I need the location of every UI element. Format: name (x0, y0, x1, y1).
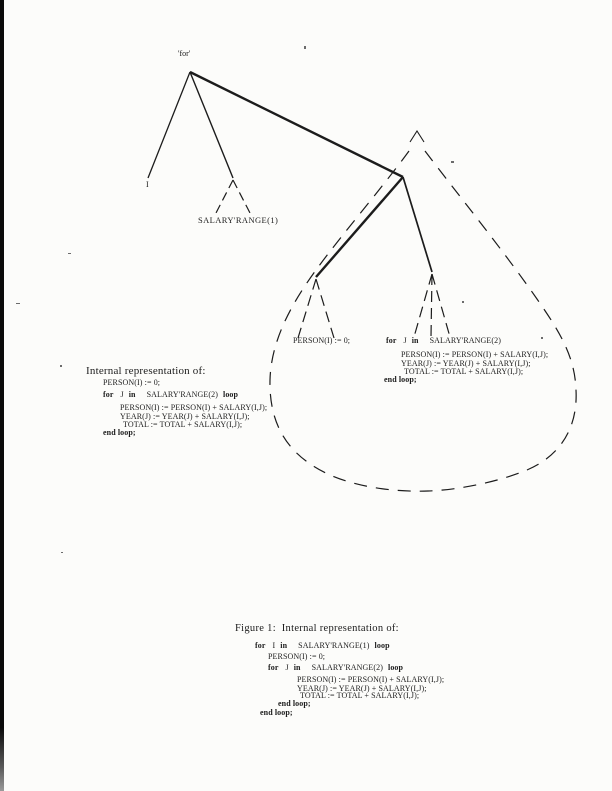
loop-keyword: loop (388, 663, 404, 672)
edge-root-to-index-leaf (148, 72, 190, 178)
for-keyword: for (255, 641, 266, 650)
balloon-for-line (386, 337, 501, 346)
edge-root-to-expanded-node (190, 72, 403, 177)
scan-speck (462, 301, 464, 303)
left-subtree-leg-left (298, 279, 316, 338)
left-block-for-line (103, 391, 238, 400)
code-line: YEAR(J) := YEAR(J) + SALARY(I,J); (401, 359, 531, 368)
range-expression: SALARY'RANGE(2) (429, 336, 501, 345)
range-expression: SALARY'RANGE(2) (146, 390, 218, 399)
scan-specks (16, 46, 543, 553)
figure-title: Internal representation of: (281, 623, 399, 634)
scan-speck (68, 253, 71, 254)
balloon-left-leaf-stmt: PERSON(I) := 0; (293, 336, 351, 345)
figure-caption (235, 623, 399, 635)
scan-speck (60, 365, 62, 367)
code-line: PERSON(I) := 0; (268, 652, 326, 661)
balloon-wedge-icon (410, 131, 424, 142)
code-line: YEAR(J) := YEAR(J) + SALARY(I,J); (297, 684, 427, 693)
loop-variable: J (403, 336, 407, 345)
outer-for-line (255, 642, 390, 651)
balloon-outline (270, 151, 576, 491)
edge-node-to-right-subtree (403, 177, 432, 272)
tree-edges (148, 72, 432, 277)
for-keyword: for (386, 336, 397, 345)
loop-variable: J (285, 663, 289, 672)
range-expression: SALARY'RANGE(1) (298, 641, 370, 650)
loop-keyword: loop (374, 641, 390, 650)
range1-subtree-leg-right (233, 180, 250, 213)
root-node-label: 'for' (178, 49, 191, 58)
in-keyword: in (128, 390, 136, 399)
code-line: YEAR(J) := YEAR(J) + SALARY(I,J); (120, 412, 250, 421)
code-line: PERSON(I) := PERSON(I) + SALARY(I,J); (401, 350, 549, 359)
loop-keyword: loop (223, 390, 239, 399)
for-keyword: for (268, 663, 279, 672)
end-loop-keyword: end loop; (384, 375, 417, 384)
in-keyword: in (280, 641, 288, 650)
inner-for-line (268, 664, 403, 673)
code-line: PERSON(I) := 0; (103, 378, 161, 387)
code-line: TOTAL := TOTAL + SALARY(I,J); (123, 420, 243, 429)
code-line: PERSON(I) := PERSON(I) + SALARY(I,J); (297, 675, 445, 684)
code-line: TOTAL := TOTAL + SALARY(I,J); (404, 367, 524, 376)
edge-root-to-range1-subtree (190, 72, 233, 178)
code-line: PERSON(I) := PERSON(I) + SALARY(I,J); (120, 403, 268, 412)
scan-speck (304, 46, 306, 49)
range1-subtree-leg-left (216, 180, 233, 213)
left-block-title: Internal representation of: (86, 365, 206, 377)
in-keyword: in (293, 663, 301, 672)
range1-leaf-label: SALARY'RANGE(1) (198, 215, 279, 225)
in-keyword: in (411, 336, 419, 345)
right-subtree-leg-right (432, 274, 450, 337)
scan-speck (541, 337, 543, 339)
edge-node-to-left-subtree (316, 177, 403, 277)
right-subtree-leg-left (414, 274, 432, 337)
code-line: TOTAL := TOTAL + SALARY(I,J); (300, 691, 420, 700)
figure-label: Figure 1: (235, 623, 276, 634)
loop-variable: I (272, 641, 276, 650)
for-keyword: for (103, 390, 114, 399)
range-expression: SALARY'RANGE(2) (311, 663, 383, 672)
end-loop-keyword: end loop; (278, 699, 311, 708)
scan-speck (451, 161, 454, 163)
scan-speck (16, 303, 20, 304)
loop-variable: J (120, 390, 124, 399)
left-subtree-leg-right (316, 279, 334, 338)
scan-speck (61, 552, 63, 553)
index-leaf-label: I (146, 180, 149, 189)
end-loop-keyword: end loop; (260, 708, 293, 717)
end-loop-keyword: end loop; (103, 428, 136, 437)
right-subtree-leg-middle (431, 274, 432, 337)
